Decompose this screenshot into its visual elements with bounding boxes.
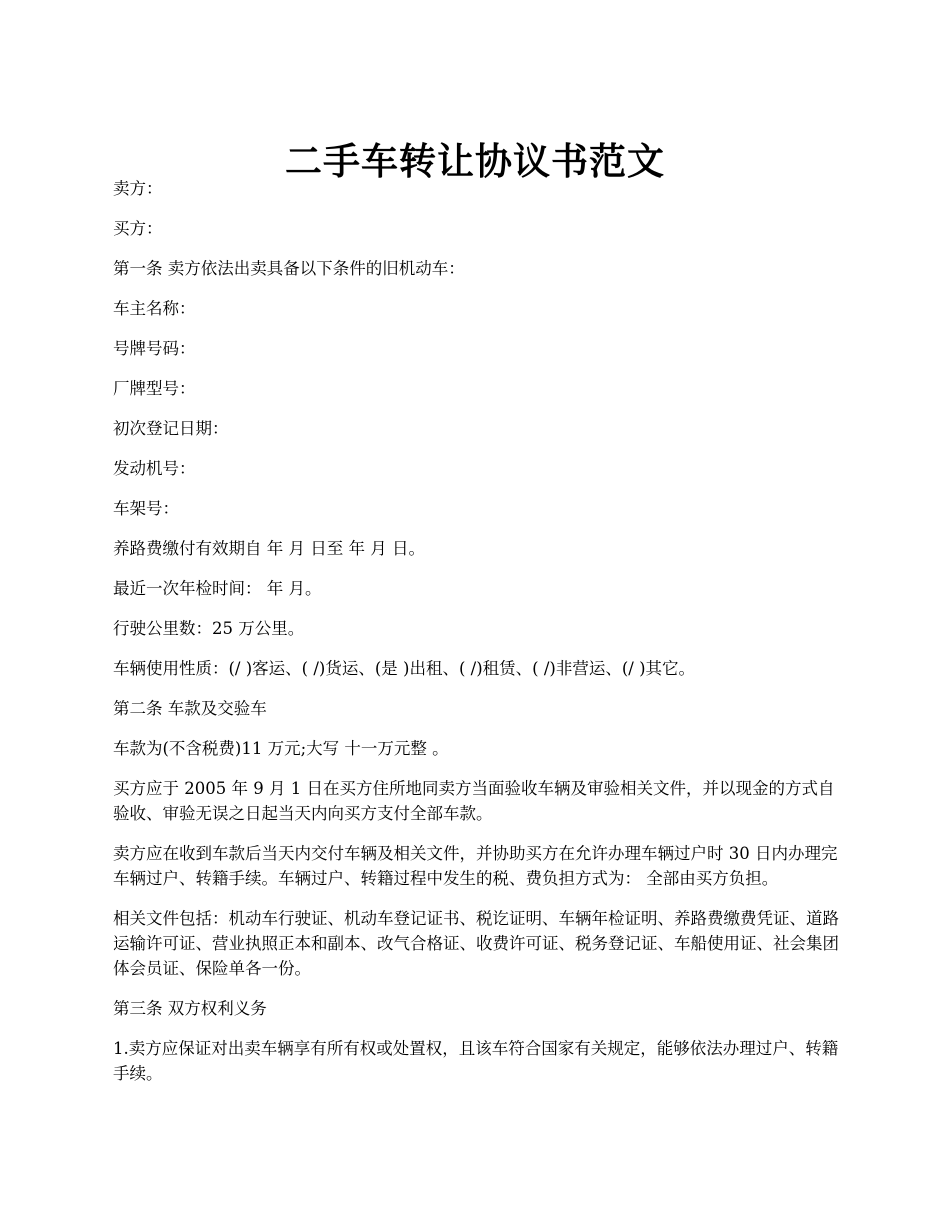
seller-obligation-paragraph: 1.卖方应保证对出卖车辆享有所有权或处置权，且该车符合国家有关规定，能够依法办理过户、转籍手续。 [113,1039,839,1083]
frame-number-line: 车架号： [113,499,179,518]
seller-line: 卖方： [113,179,163,198]
delivery-paragraph: 卖方应在收到车款后当天内交付车辆及相关文件，并协助买方在允许办理车辆过户时 30 日内办理完车辆过户、转籍手续。车辆过户、转籍过程中发生的税、费负担方式为： 全部由买方负担。 [113,844,838,888]
road-fee-validity-line: 养路费缴付有效期自 年 月 日至 年 月 日。 [113,539,425,558]
document-body [113,176,840,1101]
owner-name-line: 车主名称： [113,299,196,318]
usage-nature-line: 车辆使用性质：(/ )客运、( /)货运、(是 )出租、( /)租赁、( /)非营运、(/ )其它。 [113,659,696,678]
brand-model-line: 厂牌型号： [113,379,196,398]
documents-paragraph: 相关文件包括：机动车行驶证、机动车登记证书、税讫证明、车辆年检证明、养路费缴费凭证、道路运输许可证、营业执照正本和副本、改气合格证、收费许可证、税务登记证、车船使用证、社会集团体会员证、保险单各一份。 [113,909,839,978]
engine-number-line: 发动机号： [113,459,196,478]
document-title: 二手车转让协议书范文 [285,138,665,183]
last-inspection-line: 最近一次年检时间： 年 月。 [113,579,322,598]
price-line: 车款为(不含税费)11 万元;大写 十一万元整 。 [113,739,449,758]
first-registration-line: 初次登记日期： [113,419,229,438]
mileage-line: 行驶公里数：25 万公里。 [113,619,305,638]
payment-paragraph: 买方应于 2005 年 9 月 1 日在买方住所地同卖方当面验收车辆及审验相关文件，并以现金的方式自验收、审验无误之日起当天内向买方支付全部车款。 [113,779,835,823]
plate-number-line: 号牌号码： [113,339,196,358]
article-1-heading: 第一条 卖方依法出卖具备以下条件的旧机动车： [113,259,465,278]
article-3-heading: 第三条 双方权利义务 [113,999,267,1018]
article-2-heading: 第二条 车款及交验车 [113,699,267,718]
buyer-line: 买方： [113,219,163,238]
